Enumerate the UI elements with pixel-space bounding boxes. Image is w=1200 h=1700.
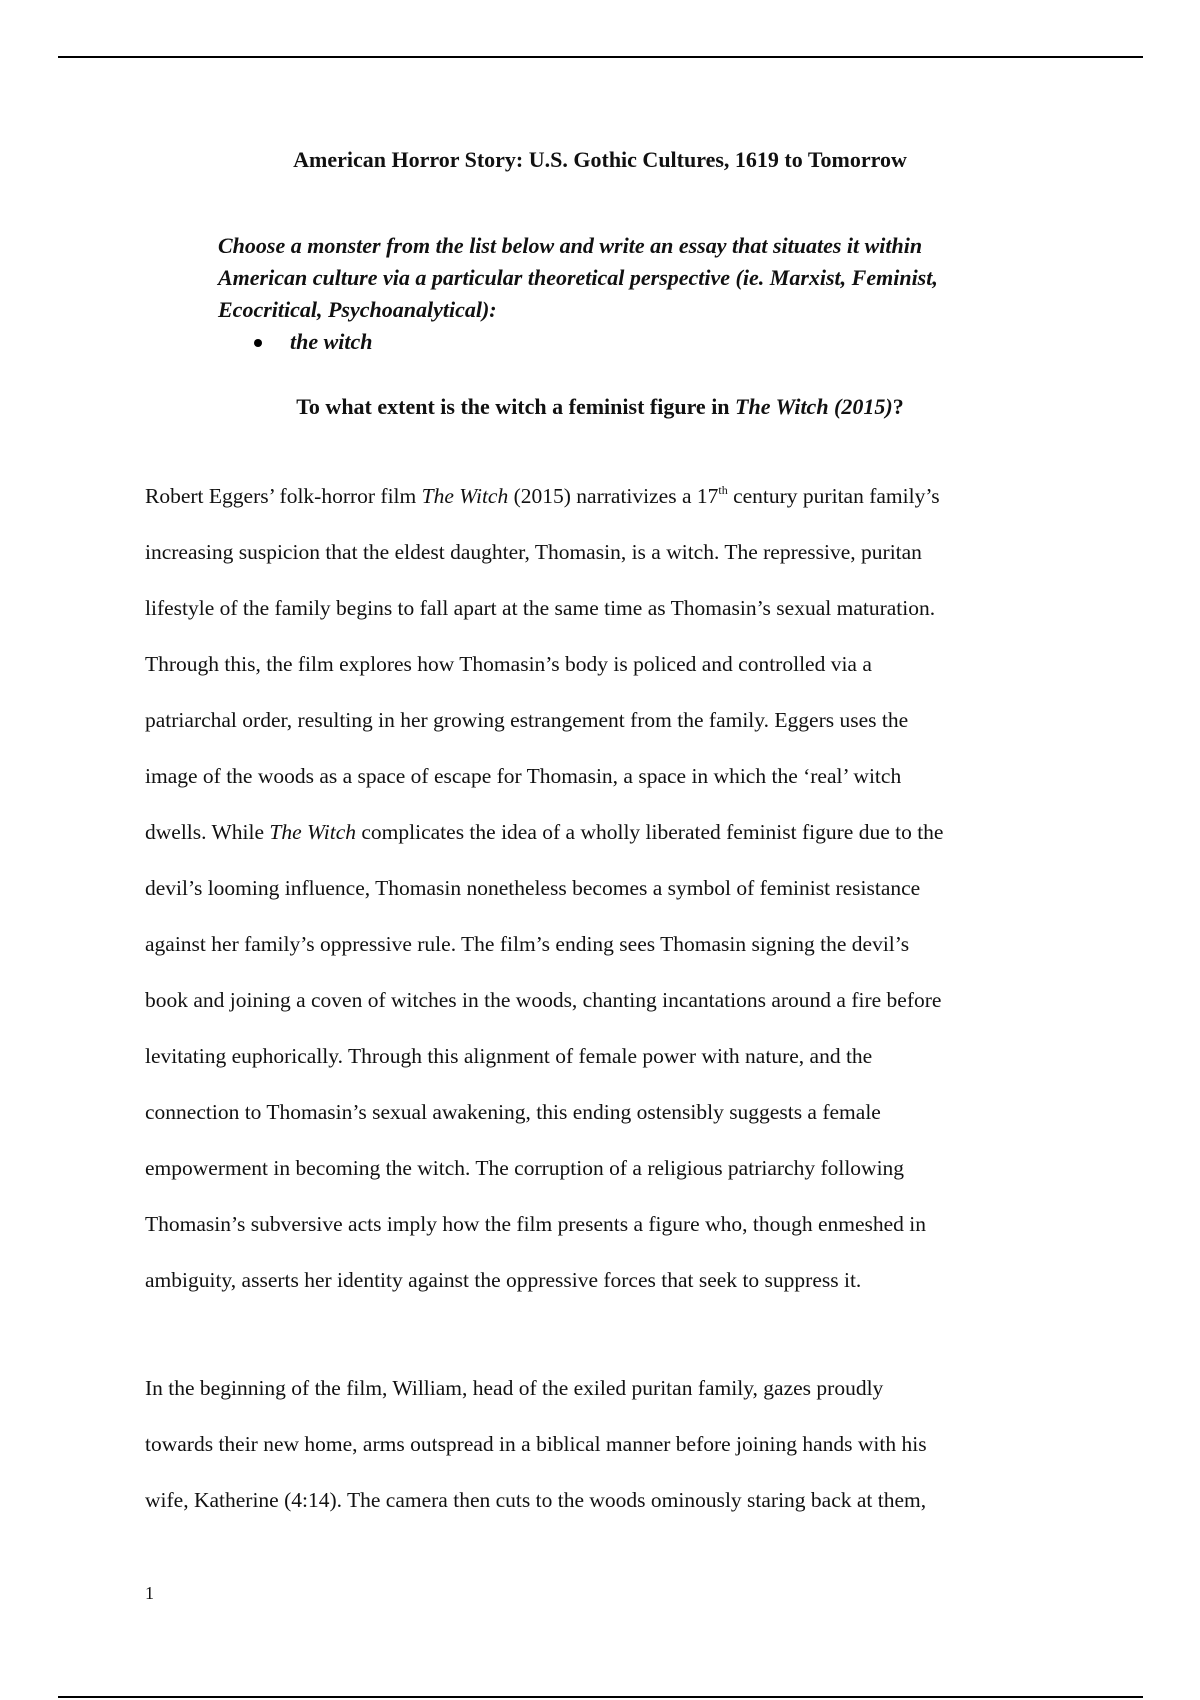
- monster-name: the witch: [290, 329, 373, 354]
- document-title: American Horror Story: U.S. Gothic Cultures, 1619 to Tomorrow: [293, 147, 907, 172]
- text-run: (2015) narrativizes a 17: [508, 484, 719, 508]
- text-run: century puritan family’s: [727, 484, 940, 508]
- body-paragraph-2: [145, 1360, 1065, 1528]
- essay-prompt: [218, 230, 1038, 358]
- question-mark: ?: [892, 394, 904, 419]
- header-rule: [58, 56, 1143, 58]
- paragraph-line: ambiguity, asserts her identity against the oppressive forces that seek to suppress it.: [145, 1268, 862, 1292]
- paragraph-line: Through this, the film explores how Thomasin’s body is policed and controlled via a: [145, 652, 872, 676]
- paragraph-line: [145, 804, 1065, 860]
- paragraph-line: increasing suspicion that the eldest daughter, Thomasin, is a witch. The repressive, puritan: [145, 540, 922, 564]
- paragraph-line: [145, 468, 1065, 524]
- question-text: To what extent is the witch a feminist figure in: [296, 394, 736, 419]
- paragraph-line: levitating euphorically. Through this alignment of female power with nature, and the: [145, 1044, 873, 1068]
- paragraph-line: connection to Thomasin’s sexual awakening, this ending ostensibly suggests a female: [145, 1100, 881, 1124]
- monster-list-item: [218, 326, 1038, 358]
- paragraph-line: devil’s looming influence, Thomasin nonetheless becomes a symbol of feminist resistance: [145, 876, 921, 900]
- paragraph-line: wife, Katherine (4:14). The camera then cuts to the woods ominously staring back at them,: [145, 1488, 927, 1512]
- text-run: complicates the idea of a wholly liberated feminist figure due to the: [356, 820, 944, 844]
- paragraph-line: book and joining a coven of witches in the woods, chanting incantations around a fire before: [145, 988, 942, 1012]
- paragraph-line: Thomasin’s subversive acts imply how the film presents a figure who, though enmeshed in: [145, 1212, 927, 1236]
- text-run: Robert Eggers’ folk-horror film: [145, 484, 422, 508]
- essay-question: [0, 392, 1200, 422]
- page-number: 1: [145, 1583, 154, 1603]
- paragraph-line: patriarchal order, resulting in her growing estrangement from the family. Eggers uses the: [145, 708, 909, 732]
- paragraph-line: lifestyle of the family begins to fall apart at the same time as Thomasin’s sexual maturation.: [145, 596, 936, 620]
- prompt-line: Ecocritical, Psychoanalytical):: [218, 297, 497, 322]
- question-film-title: The Witch (2015): [735, 394, 893, 419]
- prompt-line: Choose a monster from the list below and write an essay that situates it within: [218, 233, 923, 258]
- paragraph-line: towards their new home, arms outspread in a biblical manner before joining hands with his: [145, 1432, 927, 1456]
- film-title: The Witch: [421, 484, 509, 508]
- paragraph-line: empowerment in becoming the witch. The corruption of a religious patriarchy following: [145, 1156, 905, 1180]
- footer-rule: [58, 1696, 1143, 1698]
- film-title: The Witch: [269, 820, 356, 844]
- prompt-line: American culture via a particular theoretical perspective (ie. Marxist, Feminist,: [218, 265, 938, 290]
- monster-list: [218, 326, 1038, 358]
- body-paragraph-1: [145, 468, 1065, 1308]
- ordinal-superscript: th: [718, 483, 728, 497]
- text-run: dwells. While: [145, 820, 270, 844]
- paragraph-line: image of the woods as a space of escape for Thomasin, a space in which the ‘real’ witch: [145, 764, 902, 788]
- bullet-icon: [254, 339, 262, 347]
- paragraph-line: In the beginning of the film, William, head of the exiled puritan family, gazes proudly: [145, 1376, 884, 1400]
- paragraph-line: against her family’s oppressive rule. The film’s ending sees Thomasin signing the devil’s: [145, 932, 910, 956]
